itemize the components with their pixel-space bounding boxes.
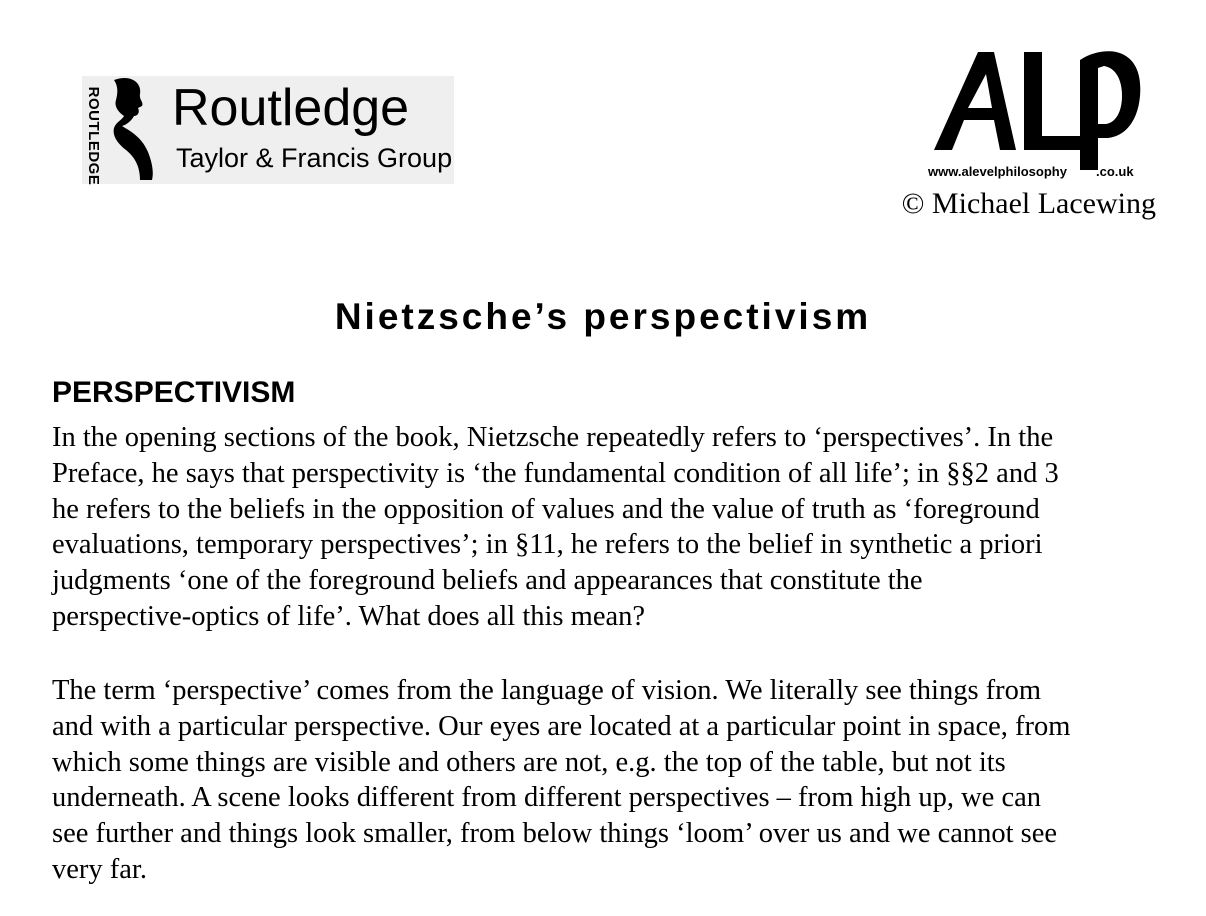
alp-logo (920, 46, 1150, 186)
profile-faces-icon (108, 76, 158, 184)
routledge-name: Routledge (172, 79, 410, 137)
paragraph-line: very far. (52, 853, 147, 885)
alp-letters-icon (920, 46, 1150, 170)
document-title: Nietzsche’s perspectivism (334, 296, 872, 337)
paragraph-line: he refers to the beliefs in the opposition of values and the value of truth as ‘foreground (52, 493, 1040, 525)
routledge-group-name: Taylor & Francis Group (176, 143, 453, 173)
paragraph-line: and with a particular perspective. Our eyes are located at a particular point in space, from (52, 710, 1071, 742)
paragraph-line: The term ‘perspective’ comes from the language of vision. We literally see things from (52, 675, 1042, 706)
paragraph (52, 420, 1172, 635)
paragraph-line: judgments ‘one of the foreground beliefs and appearances that constitute the (52, 565, 923, 597)
routledge-logo (82, 76, 454, 184)
section-heading: PERSPECTIVISM (52, 376, 296, 409)
paragraph-line: underneath. A scene looks different from different perspectives – from high up, we can (52, 782, 1042, 814)
paragraph (52, 673, 1172, 888)
paragraph-line: perspective-optics of life’. What does all this mean? (52, 600, 646, 632)
paragraph-line: which some things are visible and others are not, e.g. the top of the table, but not its (52, 746, 1006, 778)
alp-url-suffix: .co.uk (1096, 164, 1134, 179)
alp-url: www.alevelphilosophy (928, 164, 1067, 179)
routledge-vertical-text: ROUTLEDGE (85, 86, 102, 186)
paragraph-line: evaluations, temporary perspectives’; in §11, he refers to the belief in synthetic a priori (52, 529, 1043, 561)
paragraph-line: Preface, he says that perspectivity is ‘the fundamental condition of all life’; in §§2 and 3 (52, 457, 1059, 489)
copyright-notice: © Michael Lacewing (901, 187, 1156, 220)
paragraph-line: see further and things look smaller, from below things ‘loom’ over us and we cannot see (52, 818, 1058, 850)
paragraph-line: In the opening sections of the book, Nietzsche repeatedly refers to ‘perspectives’. In the (52, 422, 1054, 453)
